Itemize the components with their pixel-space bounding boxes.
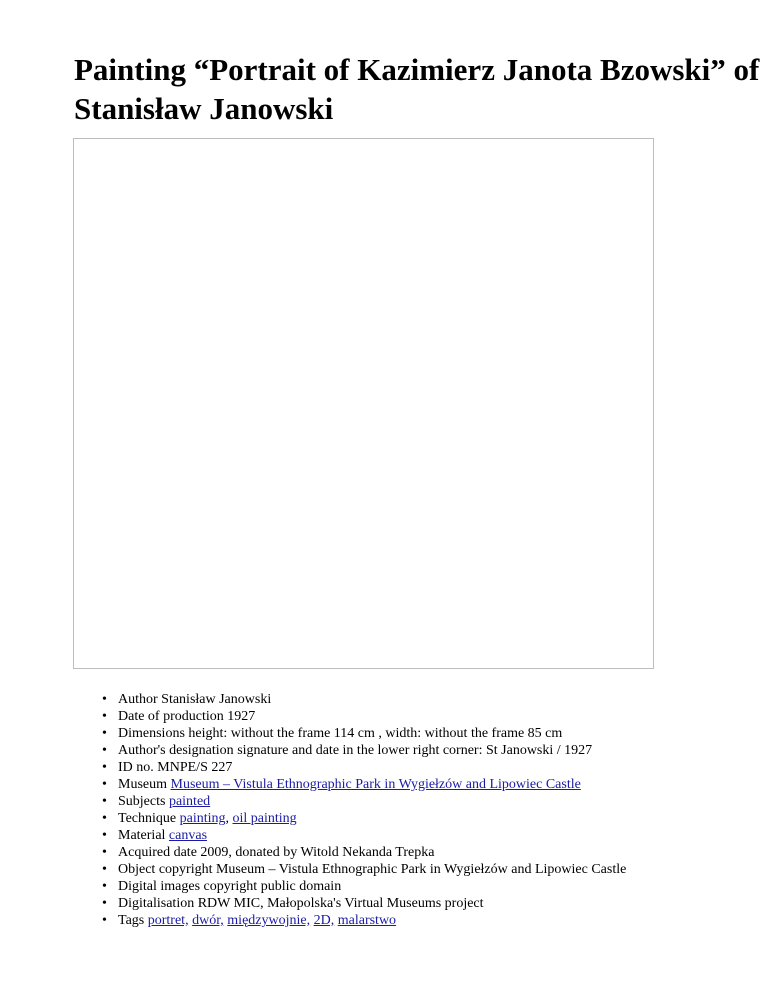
- date-value: 1927: [227, 709, 256, 724]
- technique-link-oil-painting[interactable]: oil painting: [232, 811, 297, 826]
- author-label: Author: [118, 692, 158, 707]
- designation-value: signature and date in the lower right corner: St Janowski / 1927: [237, 743, 593, 758]
- list-item-dimensions: [118, 725, 626, 742]
- id-label: ID no.: [118, 760, 154, 775]
- dimensions-label: Dimensions: [118, 726, 185, 741]
- object-copyright-value: Museum – Vistula Ethnographic Park in Wygiełzów and Lipowiec Castle: [215, 862, 627, 877]
- list-item-acquired: [118, 844, 626, 861]
- list-item-technique: • Technique painting, oil painting: [118, 810, 626, 827]
- digital-copyright-value: public domain: [260, 879, 342, 894]
- material-link-canvas[interactable]: canvas: [168, 828, 208, 843]
- id-value: MNPE/S 227: [157, 760, 233, 775]
- list-item-subjects: [118, 793, 626, 810]
- material-label: Material: [118, 828, 166, 843]
- list-item-material: [118, 827, 626, 844]
- subject-link-painted[interactable]: painted: [168, 794, 211, 809]
- list-item-digital-copyright: [118, 878, 626, 895]
- acquired-value: date 2009, donated by Witold Nekanda Trepka: [173, 845, 435, 860]
- list-item-designation: [118, 742, 626, 759]
- list-item-museum: [118, 776, 626, 793]
- digitalisation-value: RDW MIC, Małopolska's Virtual Museums project: [197, 896, 484, 911]
- subjects-label: Subjects: [118, 794, 166, 809]
- technique-label: Technique: [118, 811, 177, 826]
- list-item-date: [118, 708, 626, 725]
- museum-label: Museum: [118, 777, 167, 792]
- technique-link-painting[interactable]: painting: [179, 811, 226, 826]
- tags-label: Tags: [118, 913, 145, 928]
- list-item-id: [118, 759, 626, 776]
- list-item-author: [118, 691, 626, 708]
- tag-link-miedzywojnie[interactable]: międzywojnie,: [227, 913, 311, 928]
- tag-link-portret[interactable]: portret,: [147, 913, 189, 928]
- digitalisation-label: Digitalisation: [118, 896, 195, 911]
- artwork-image[interactable]: [73, 138, 654, 669]
- page-title: Painting “Portrait of Kazimierz Janota Bzowski” of Stanisław Janowski: [74, 52, 760, 126]
- acquired-label: Acquired: [118, 845, 171, 860]
- object-copyright-label: Object copyright: [118, 862, 213, 877]
- museum-link[interactable]: Museum – Vistula Ethnographic Park in Wygiełzów and Lipowiec Castle: [170, 777, 581, 792]
- details-list: [118, 691, 626, 929]
- digital-copyright-label: Digital images copyright: [118, 879, 258, 894]
- tag-link-dwor[interactable]: dwór,: [192, 913, 224, 928]
- dimensions-value: height: without the frame 114 cm , width: without the frame 85 cm: [188, 726, 563, 741]
- list-item-tags: [118, 912, 626, 929]
- designation-label: Author's designation: [118, 743, 234, 758]
- author-value: Stanisław Janowski: [161, 692, 272, 707]
- list-item-digitalisation: [118, 895, 626, 912]
- list-item-object-copyright: [118, 861, 626, 878]
- tag-link-2d[interactable]: 2D,: [313, 913, 335, 928]
- tag-link-malarstwo[interactable]: malarstwo: [337, 913, 397, 928]
- date-label: Date of production: [118, 709, 224, 724]
